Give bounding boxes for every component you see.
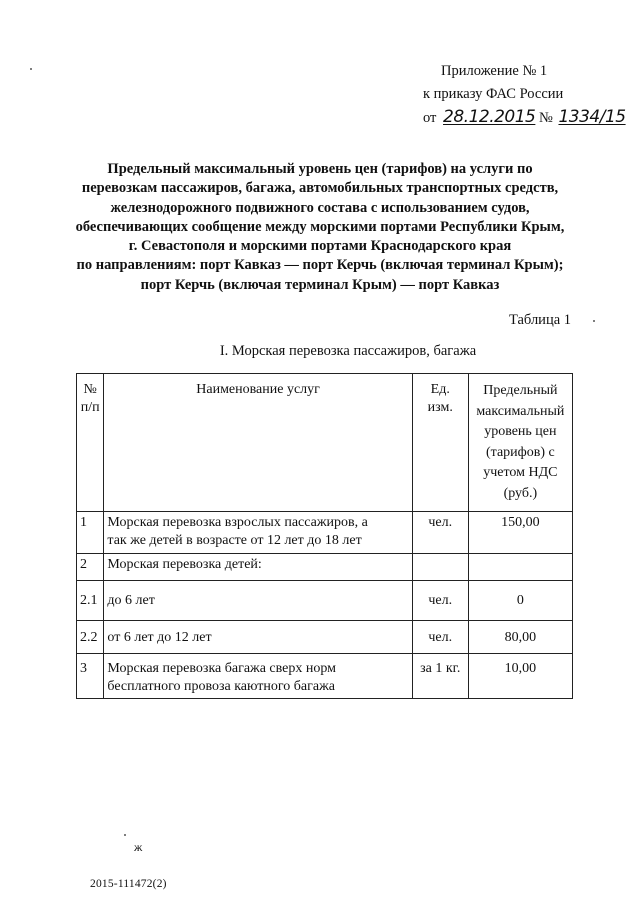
document-footer-code: 2015-111472(2) <box>90 878 167 890</box>
table-row <box>77 512 573 554</box>
row-service-name: Морская перевозка взрослых пассажиров, а так же детей в возрасте от 12 лет до 18 лет <box>104 512 412 554</box>
table-row <box>77 621 573 654</box>
row-service-name: Морская перевозка детей: <box>104 554 412 581</box>
appendix-header <box>395 60 625 130</box>
appendix-date-number <box>395 106 625 130</box>
row-service-name: Морская перевозка багажа сверх норм бесплатного провоза каютного багажа <box>104 654 412 699</box>
title-line: железнодорожного подвижного состава с использованием судов, <box>110 199 530 216</box>
handwritten-order-number: 1334/15 <box>558 107 626 127</box>
row-price: 10,00 <box>468 654 572 699</box>
row-price: 80,00 <box>468 621 572 654</box>
row-price: 0 <box>468 581 572 621</box>
title-line: перевозкам пассажиров, багажа, автомобильных транспортных средств, <box>81 180 559 197</box>
table-row <box>77 554 573 581</box>
row-unit: чел. <box>412 581 468 621</box>
title-line: по направлениям: порт Кавказ — порт Керчь (включая терминал Крым); <box>76 257 564 274</box>
tariff-table <box>76 373 573 699</box>
section-title: I. Морская перевозка пассажиров, багажа <box>219 343 477 359</box>
appendix-number: Приложение № 1 <box>441 63 548 79</box>
header-service-name: Наименование услуг <box>104 374 412 512</box>
header-max-price: Предельный максимальный уровень цен (тарифов) с учетом НДС (руб.) <box>468 374 572 512</box>
document-title <box>30 160 610 295</box>
handwritten-date: 28.12.2015 <box>443 107 536 127</box>
scan-speck <box>30 68 32 70</box>
row-num: 2 <box>77 554 104 581</box>
title-line: обеспечивающих сообщение между морскими портами Республики Крым, <box>75 218 565 235</box>
row-unit: чел. <box>412 512 468 554</box>
row-price <box>468 554 572 581</box>
from-label: от <box>423 110 437 126</box>
table-row <box>77 581 573 621</box>
row-unit <box>412 554 468 581</box>
margin-mark: ж <box>134 840 143 854</box>
title-line: Предельный максимальный уровень цен (тарифов) на услуги по <box>107 161 533 177</box>
row-num: 3 <box>77 654 104 699</box>
row-service-name: от 6 лет до 12 лет <box>104 621 412 654</box>
row-num: 2.1 <box>77 581 104 621</box>
row-num: 2.2 <box>77 621 104 654</box>
row-unit: за 1 кг. <box>412 654 468 699</box>
table-row <box>77 654 573 699</box>
table-header-row <box>77 374 573 512</box>
scan-speck <box>124 834 126 836</box>
title-line: порт Керчь (включая терминал Крым) — порт Кавказ <box>140 276 500 293</box>
row-service-name: до 6 лет <box>104 581 412 621</box>
header-unit: Ед. изм. <box>412 374 468 512</box>
appendix-order-ref: к приказу ФАС России <box>423 86 564 102</box>
row-unit: чел. <box>412 621 468 654</box>
row-num: 1 <box>77 512 104 554</box>
row-price: 150,00 <box>468 512 572 554</box>
title-line: г. Севастополя и морскими портами Краснодарского края <box>128 238 512 255</box>
header-num: № п/п <box>77 374 104 512</box>
scan-speck <box>593 320 595 322</box>
number-label: № <box>539 110 553 126</box>
table-label: Таблица 1 <box>509 312 572 328</box>
